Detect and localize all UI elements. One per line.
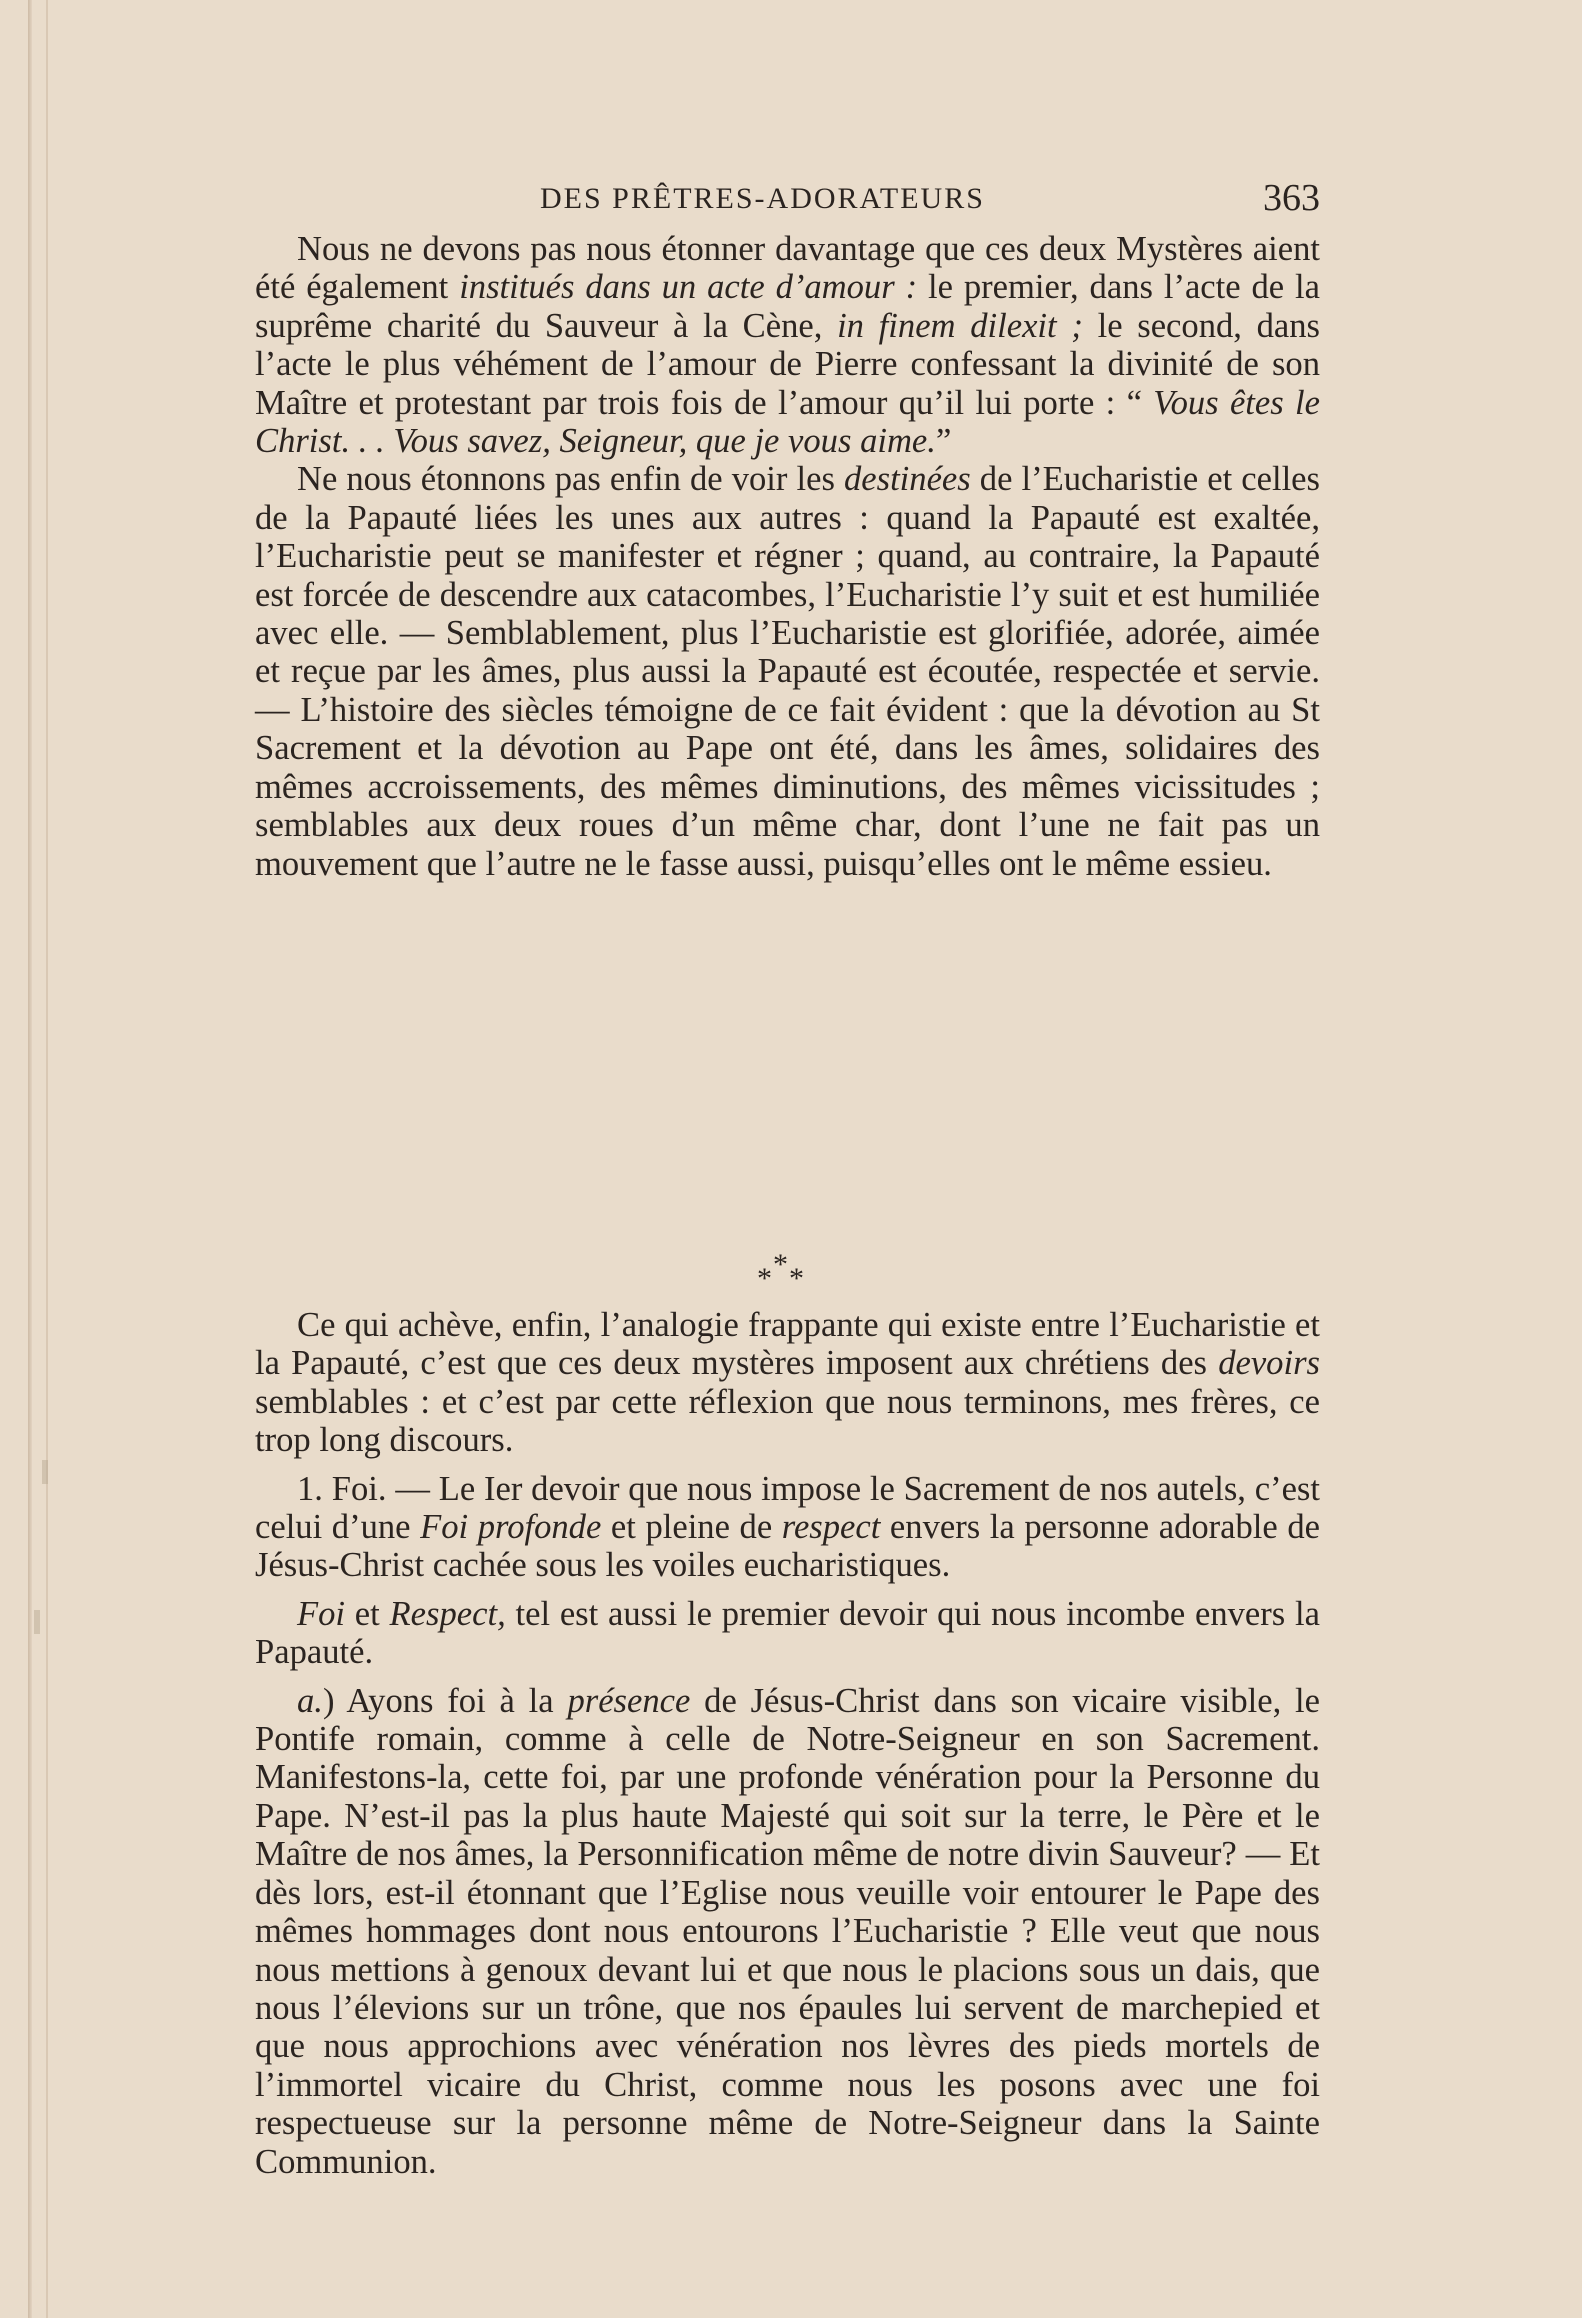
text-run: ”	[935, 422, 952, 461]
paragraph	[255, 1595, 1320, 1672]
italic-phrase: devoirs	[1218, 1344, 1320, 1383]
text-run: 1. Foi. — Le Ier devoir que nous impose le Sacrement de nos autels, c’est celui d’une	[255, 1469, 1320, 1547]
text-run: envers la personne adorable de Jésus-Christ cachée sous les voiles eucharistiques.	[255, 1508, 1320, 1585]
italic-phrase: institués dans un acte d’amour :	[459, 268, 918, 307]
paper-smudge	[34, 1610, 40, 1634]
text-run: Ce qui achève, enfin, l’analogie frappante qui existe entre l’Eucharistie et la Papauté, c’est que ces deux mystères imposent aux chrétiens des	[255, 1306, 1320, 1383]
body-text	[255, 230, 1321, 2181]
page-edge-left	[28, 0, 32, 2318]
text-run: de Jésus-Christ dans son vicaire visible, le Pontife romain, comme à celle de Notre-Seigneur en son Sacrement. Manifestons-la, cette foi, par une profonde vénération pour la Personne du Pape. N’est-il pas la plus haute Majesté qui soit sur la terre, le Père et le Maître de nos âmes, la Personnification même de notre divin Sauveur? — Et dès lors, est-il étonnant que l’Eglise nous veuille voir entourer le Pape des mêmes hommages dont nous entourons l’Eucharistie ? Elle veut que nous nous mettions à genoux devant lui et que nous le placions sous un dais, que nous l’élevions sur un trône, que nos épaules lui servent de marchepied et que nous approchions avec vénération nos lèvres des pieds mortels de l’immortel vicaire du Christ, comme nous les posons avec une foi respectueuse sur la personne même de Notre-Seigneur dans la Sainte Communion.	[255, 1681, 1321, 2181]
italic-phrase: Respect,	[389, 1594, 506, 1633]
text-run: le second, dans l’acte le plus véhément de l’amour de Pierre confessant la divinité de son Maître et protestant par trois fois de l’amour qu’il lui porte : “	[255, 306, 1321, 422]
paper-smudge	[42, 1460, 48, 1484]
text-run: et pleine de	[601, 1508, 782, 1547]
text-run: ) Ayons foi à la	[322, 1681, 568, 1720]
italic-phrase: a.	[297, 1681, 323, 1720]
text-section-after-separator	[255, 1306, 1320, 2181]
text-run: de l’Eucharistie et celles de la Papauté liées les unes aux autres : quand la Papauté est exaltée, l’Eucharistie peut se manifester et régner ; quand, au contraire, la Papauté est forcée de descendre aux catacombes, l’Eucharistie l’y suit et est humiliée avec elle. — Semblablement, plus l’Eucharistie est glorifiée, adorée, aimée et reçue par les âmes, plus aussi la Papauté est écoutée, respectée et servie. — L’histoire des siècles témoigne de ce fait évident : que la dévotion au St Sacrement et la dévotion au Pape ont été, dans les âmes, solidaires des mêmes accroissements, des mêmes diminutions, des mêmes vicissitudes ; semblables aux deux roues d’un même char, dont l’une ne fait pas un mouvement que l’autre ne le fasse aussi, puisqu’elles ont le même essieu.	[255, 460, 1320, 883]
paragraph	[255, 1682, 1320, 2181]
italic-phrase: Foi	[297, 1594, 346, 1633]
text-run: semblables : et c’est par cette réflexion que nous terminons, mes frères, ce trop long discours.	[255, 1382, 1320, 1460]
italic-phrase: in finem dilexit ;	[837, 306, 1083, 345]
text-run: le premier, dans l’acte de la suprême charité du Sauveur à la Cène,	[255, 268, 1321, 345]
italic-phrase: respect	[781, 1508, 881, 1547]
asterism-star: *	[789, 1262, 804, 1295]
text-run: Ne nous étonnons pas enfin de voir les	[297, 460, 844, 499]
running-header	[255, 176, 1320, 226]
italic-phrase: Foi profonde	[420, 1508, 602, 1547]
paragraph	[255, 1470, 1320, 1585]
page-edge-inner	[46, 0, 48, 2318]
paragraph	[255, 230, 1320, 460]
italic-phrase: destinées	[843, 460, 971, 499]
paragraph	[255, 460, 1320, 882]
italic-phrase: Vous êtes le Christ. . . Vous savez, Seigneur, que je vous aime.	[255, 383, 1320, 461]
text-section-before-separator	[255, 230, 1320, 883]
page-number: 363	[1263, 177, 1320, 219]
text-run: et	[345, 1594, 390, 1633]
text-run: tel est aussi le premier devoir qui nous incombe envers la Papauté.	[255, 1594, 1320, 1672]
asterism-separator	[255, 1248, 1320, 1295]
asterism-star: *	[757, 1262, 772, 1295]
paragraph	[255, 1306, 1320, 1460]
running-title: DES PRÊTRES-ADORATEURS	[540, 182, 985, 215]
italic-phrase: présence	[567, 1681, 691, 1720]
text-run: Nous ne devons pas nous étonner davantage que ces deux Mystères aient été également	[255, 230, 1320, 307]
asterism-star: *	[773, 1248, 788, 1281]
